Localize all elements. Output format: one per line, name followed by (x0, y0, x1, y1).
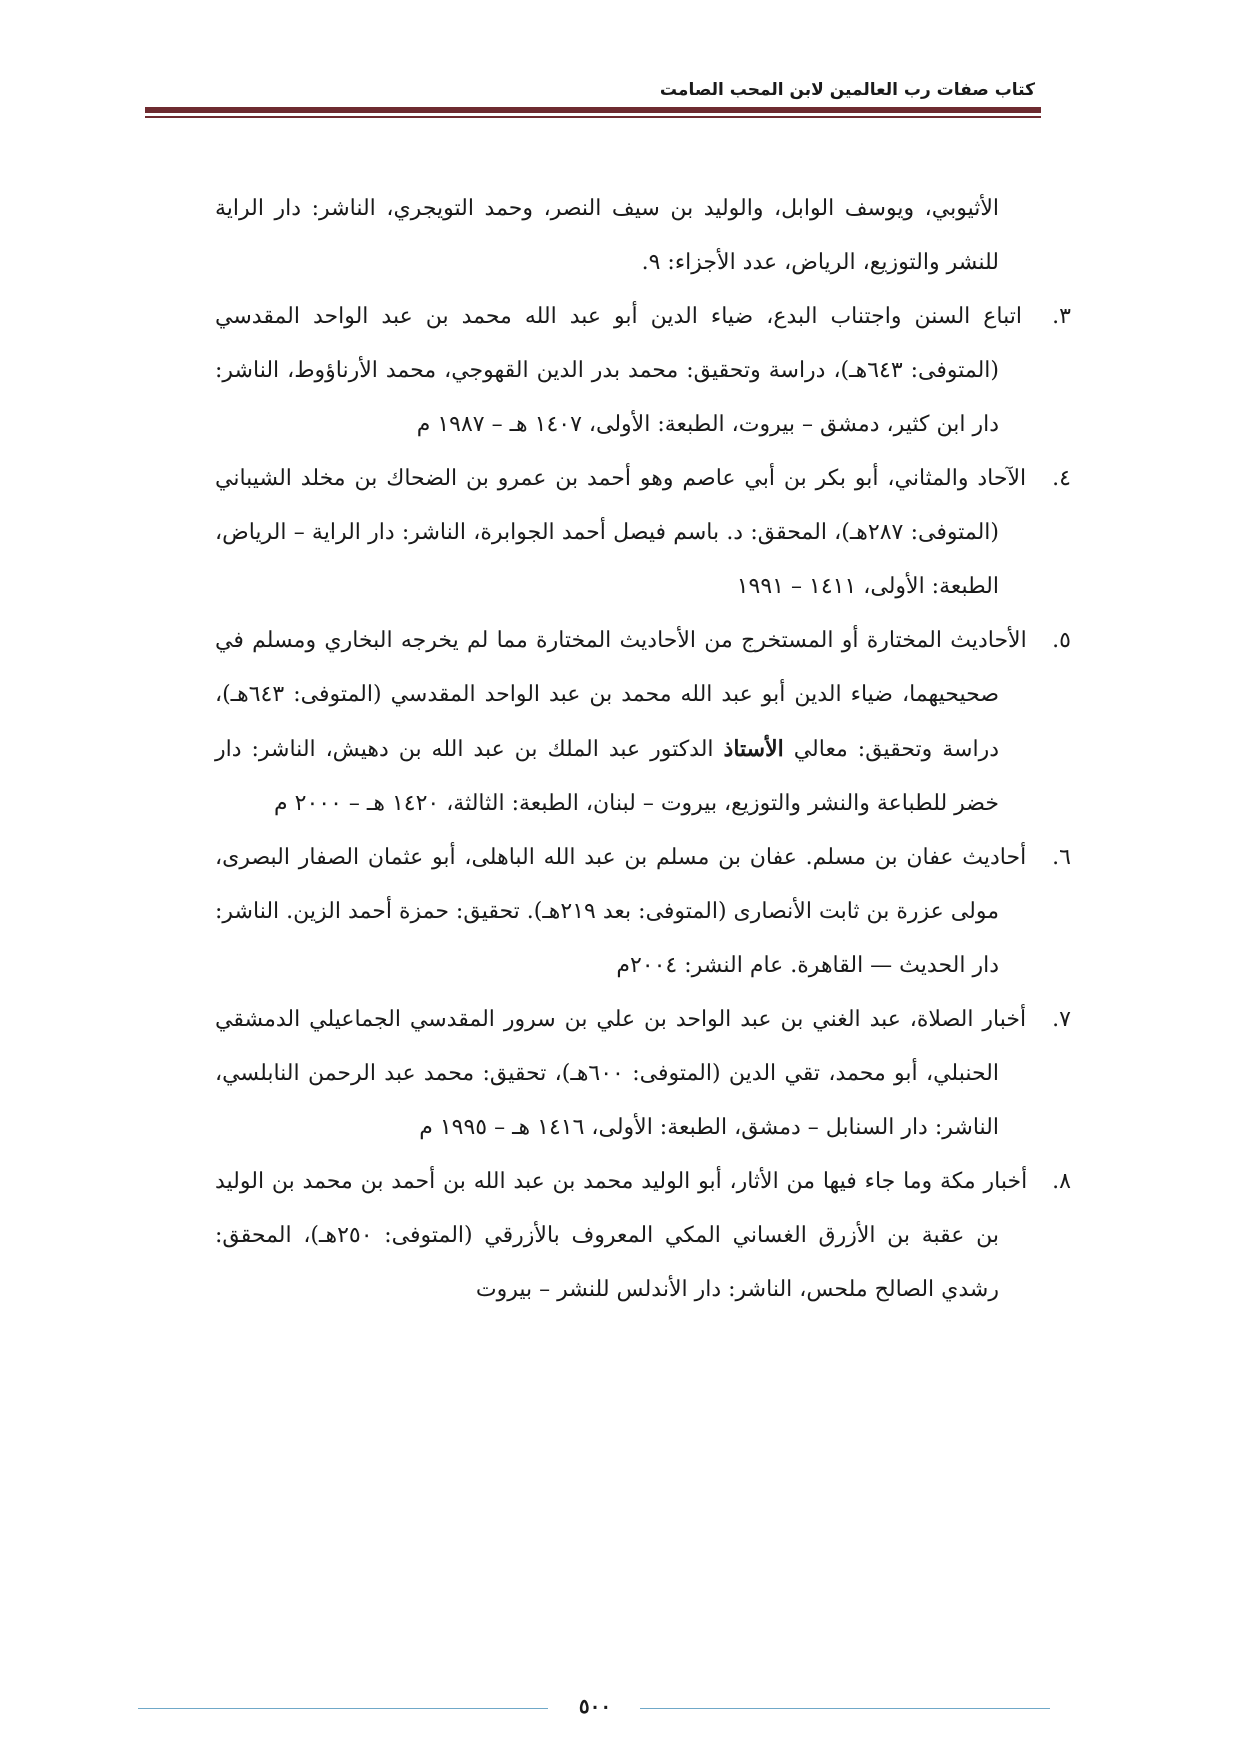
bibliography-entry-4: ٤. الآحاد والمثاني، أبو بكر بن أبي عاصم وهو أحمد بن عمرو بن الضحاك بن مخلد الشيباني (المتوفى: ٢٨٧هـ)، المحقق: د. باسم فيصل أحمد الجوابرة، الناشر: دار الراية – الرياض، الطبعة: الأولى، ١٤١١ – ١٩٩١ (215, 466, 1071, 599)
bibliography-entry-8: ٨. أخبار مكة وما جاء فيها من الأثار، أبو الوليد محمد بن عبد الله بن أحمد بن محمد بن الوليد بن عقبة بن الأزرق الغساني المكي المعروف بالأزرقي (المتوفى: ٢٥٠هـ)، المحقق: رشدي الصالح ملحس، الناشر: دار الأندلس للنشر – بيروت (215, 1169, 1071, 1302)
entry-text: أخبار مكة وما جاء فيها من الأثار، أبو الوليد محمد بن عبد الله بن أحمد بن محمد بن الوليد بن عقبة بن الأزرق الغساني المكي المعروف بالأزرقي (المتوفى: ٢٥٠هـ)، المحقق: رشدي الصالح ملحس، الناشر: دار الأندلس للنشر – بيروت (215, 1169, 1028, 1302)
bibliography-entry-3: ٣. اتباع السنن واجتناب البدع، ضياء الدين أبو عبد الله محمد بن عبد الواحد المقدسي (المتوفى: ٦٤٣هـ)، دراسة وتحقيق: محمد بدر الدين القهوجي، محمد الأرناؤوط، الناشر: دار ابن كثير، دمشق – بيروت، الطبعة: الأولى، ١٤٠٧ هـ – ١٩٨٧ م (215, 304, 1071, 437)
entry-text-after-bold: الدكتور عبد الملك بن عبد الله بن دهيش، الناشر: دار خضر للطباعة والنشر والتوزيع، بيروت – لبنان، الطبعة: الثالثة، ١٤٢٠ هـ – ٢٠٠٠ م (215, 737, 999, 816)
entry-text-before-bold: الأحاديث المختارة أو المستخرج من الأحاديث المختارة مما لم يخرجه البخاري ومسلم في صحيحيهما، ضياء الدين أبو عبد الله محمد بن عبد الواحد المقدسي (المتوفى: ٦٤٣هـ)، دراسة وتحقيق: معالي (215, 628, 1027, 762)
bibliography-entry-7: ٧. أخبار الصلاة، عبد الغني بن عبد الواحد بن علي بن سرور المقدسي الجماعيلي الدمشقي الحنبلي، أبو محمد، تقي الدين (المتوفى: ٦٠٠هـ)، تحقيق: محمد عبد الرحمن النابلسي، الناشر: دار السنابل – دمشق، الطبعة: الأولى، ١٤١٦ هـ – ١٩٩٥ م (215, 1007, 1071, 1140)
entry-text: أحاديث عفان بن مسلم. عفان بن مسلم بن عبد الله الباهلى، أبو عثمان الصفار البصرى، مولى عزرة بن ثابت الأنصارى (المتوفى: بعد ٢١٩هـ). تحقيق: حمزة أحمد الزين. الناشر: دار الحديث — القاهرة. عام النشر: ٢٠٠٤م (215, 845, 1027, 978)
bibliography-entry-6: ٦. أحاديث عفان بن مسلم. عفان بن مسلم بن عبد الله الباهلى، أبو عثمان الصفار البصرى، مولى عزرة بن ثابت الأنصارى (المتوفى: بعد ٢١٩هـ). تحقيق: حمزة أحمد الزين. الناشر: دار الحديث — القاهرة. عام النشر: ٢٠٠٤م (215, 845, 1071, 978)
bibliography-list (215, 182, 1071, 1317)
entry-text: الأثيوبي، ويوسف الوابل، والوليد بن سيف النصر، وحمد التويجري، الناشر: دار الراية للنشر والتوزيع، الرياض، عدد الأجزاء: ٩. (215, 196, 999, 275)
entry-text: أخبار الصلاة، عبد الغني بن عبد الواحد بن علي بن سرور المقدسي الجماعيلي الدمشقي الحنبلي، أبو محمد، تقي الدين (المتوفى: ٦٠٠هـ)، تحقيق: محمد عبد الرحمن النابلسي، الناشر: دار السنابل – دمشق، الطبعة: الأولى، ١٤١٦ هـ – ١٩٩٥ م (215, 1007, 1027, 1140)
header-divider-thick (145, 107, 1041, 113)
bibliography-entry-continuation (215, 182, 1035, 290)
page-number: ٥٠٠ (578, 1694, 612, 1718)
entry-text: الآحاد والمثاني، أبو بكر بن أبي عاصم وهو أحمد بن عمرو بن الضحاك بن مخلد الشيباني (المتوفى: ٢٨٧هـ)، المحقق: د. باسم فيصل أحمد الجوابرة، الناشر: دار الراية – الرياض، الطبعة: الأولى، ١٤١١ – ١٩٩١ (215, 466, 1027, 599)
running-header-title: كتاب صفات رب العالمين لابن المحب الصامت (659, 80, 1035, 100)
bibliography-entry-5: ٥. الأحاديث المختارة أو المستخرج من الأحاديث المختارة مما لم يخرجه البخاري ومسلم في صحيحيهما، ضياء الدين أبو عبد الله محمد بن عبد الواحد المقدسي (المتوفى: ٦٤٣هـ)، دراسة وتحقيق: معالي الأستاذ الدكتور عبد الملك بن عبد الله بن دهيش، الناشر: دار خضر للطباعة والنشر والتوزيع، بيروت – لبنان، الطبعة: الثالثة، ١٤٢٠ هـ – ٢٠٠٠ م (215, 628, 1071, 816)
footer-divider-right (640, 1708, 1050, 1709)
entry-bold-word: الأستاذ (723, 736, 784, 762)
header-divider-thin (145, 116, 1041, 118)
entry-text: اتباع السنن واجتناب البدع، ضياء الدين أبو عبد الله محمد بن عبد الواحد المقدسي (المتوفى: ٦٤٣هـ)، دراسة وتحقيق: محمد بدر الدين القهوجي، محمد الأرناؤوط، الناشر: دار ابن كثير، دمشق – بيروت، الطبعة: الأولى، ١٤٠٧ هـ – ١٩٨٧ م (215, 304, 1022, 437)
footer-divider-left (138, 1708, 548, 1709)
